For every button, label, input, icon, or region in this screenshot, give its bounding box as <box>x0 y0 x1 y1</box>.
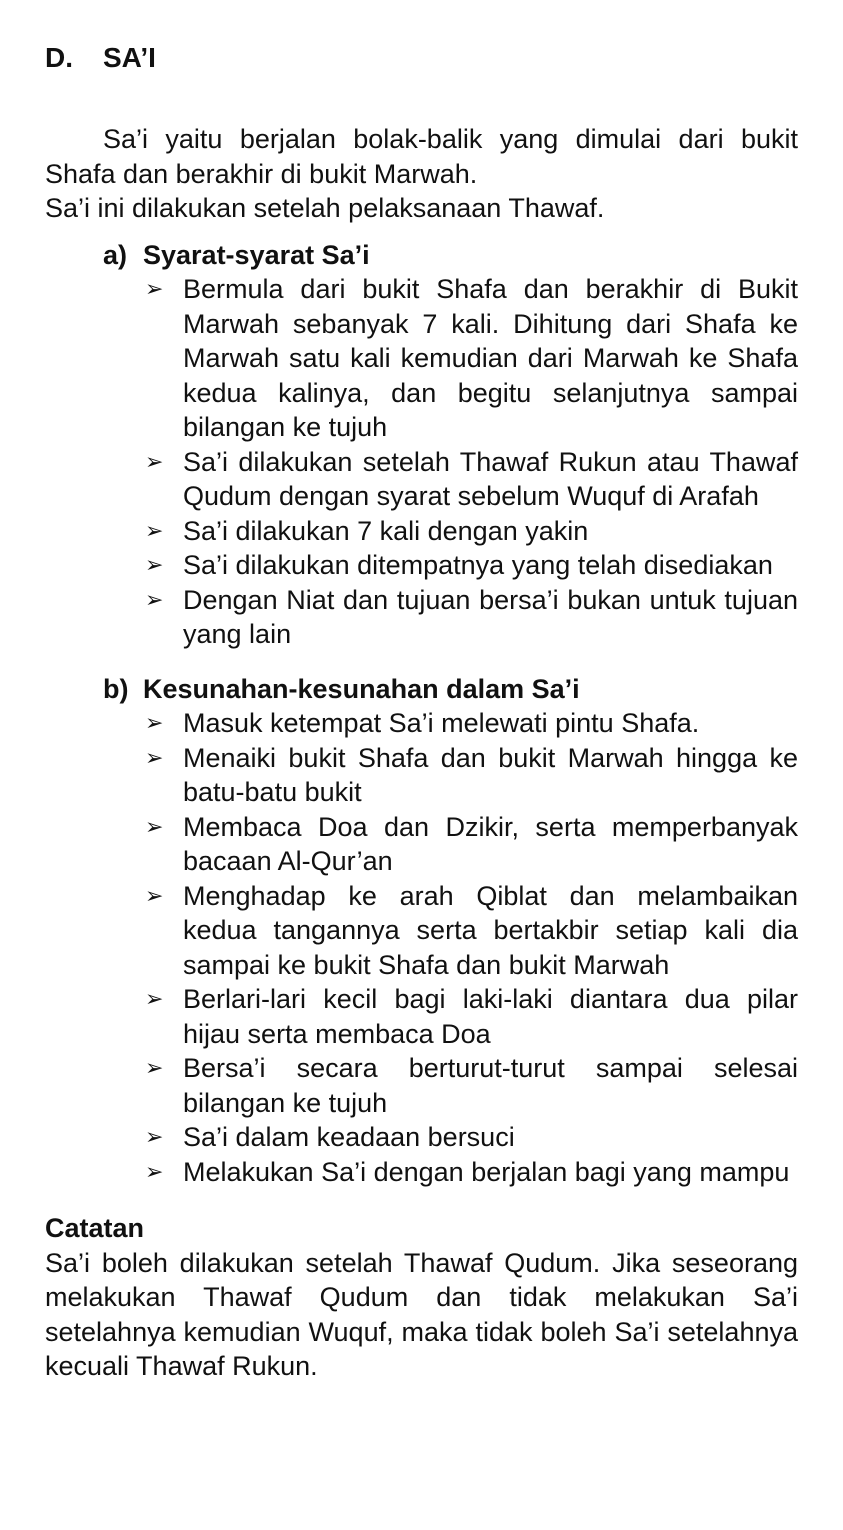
list-item-text: Melakukan Sa’i dengan berjalan bagi yang mampu <box>183 1156 790 1187</box>
list-item <box>45 982 798 1051</box>
arrow-bullet-icon: ➢ <box>145 448 164 474</box>
section-title: SA’I <box>103 42 156 73</box>
subsection-label: Syarat-syarat Sa’i <box>143 239 370 270</box>
subsection-mark: b) <box>103 673 129 704</box>
list-item-text: Bersa’i secara berturut-turut sampai selesai bilangan ke tujuh <box>183 1053 798 1118</box>
list-item <box>45 741 798 810</box>
arrow-bullet-icon: ➢ <box>145 710 164 735</box>
list-item-text: Sa’i dalam keadaan bersuci <box>183 1122 515 1152</box>
list-item <box>45 879 798 983</box>
list-item <box>45 706 798 741</box>
arrow-bullet-icon: ➢ <box>145 744 164 770</box>
arrow-bullet-icon: ➢ <box>145 276 164 301</box>
subsection-title-b <box>103 672 798 707</box>
section-heading <box>45 38 798 78</box>
list-item <box>45 514 798 549</box>
subsection-label: Kesunahan-kesunahan dalam Sa’i <box>143 673 580 704</box>
arrow-bullet-icon: ➢ <box>145 1158 164 1184</box>
list-item-text: Menghadap ke arah Qiblat dan melambaikan kedua tangannya serta bertakbir setiap kali dia sampai ke bukit Shafa dan bukit Marwah <box>183 880 798 980</box>
arrow-bullet-icon: ➢ <box>145 882 164 908</box>
syarat-list <box>45 272 798 652</box>
subsection-title-a <box>103 238 798 273</box>
list-item-text: Berlari-lari kecil bagi laki-laki diantara dua pilar hijau serta membaca Doa <box>183 984 798 1049</box>
list-item-text: Dengan Niat dan tujuan bersa’i bukan untuk tujuan yang lain <box>183 584 798 649</box>
list-item <box>45 810 798 879</box>
section-kesunahan <box>45 672 798 1190</box>
list-item <box>45 548 798 583</box>
note-body: Sa’i boleh dilakukan setelah Thawaf Qudum. Jika seseorang melakukan Thawaf Qudum dan tidak melakukan Sa’i setelahnya kemudian Wuquf, maka tidak boleh Sa’i setelahnya kecuali Thawaf Rukun. <box>45 1247 798 1381</box>
list-item-text: Masuk ketempat Sa’i melewati pintu Shafa. <box>183 708 700 738</box>
list-item-text: Sa’i dilakukan ditempatnya yang telah disediakan <box>183 550 773 580</box>
arrow-bullet-icon: ➢ <box>145 552 164 577</box>
list-item <box>45 1051 798 1120</box>
arrow-bullet-icon: ➢ <box>145 1124 164 1149</box>
kesunahan-list <box>45 706 798 1189</box>
arrow-bullet-icon: ➢ <box>145 813 164 839</box>
list-item-text: Bermula dari bukit Shafa dan berakhir di Bukit Marwah sebanyak 7 kali. Dihitung dari Shafa ke Marwah satu kali kemudian dari Marwah ke Shafa kedua kalinya, dan begitu selanjutnya sampai bilangan ke tujuh <box>183 274 798 442</box>
intro-text <box>45 122 798 226</box>
subsection-mark: a) <box>103 239 128 270</box>
list-item-text: Sa’i dilakukan setelah Thawaf Rukun atau Thawaf Qudum dengan syarat sebelum Wuquf di Arafah <box>183 446 798 511</box>
list-item <box>45 272 798 445</box>
arrow-bullet-icon: ➢ <box>145 986 164 1011</box>
note-title: Catatan <box>45 1213 145 1243</box>
intro-paragraph-2: Sa’i ini dilakukan setelah pelaksanaan Thawaf. <box>45 193 605 223</box>
section-letter: D. <box>45 42 73 73</box>
section-syarat <box>45 238 798 652</box>
list-item-text: Sa’i dilakukan 7 kali dengan yakin <box>183 515 589 546</box>
arrow-bullet-icon: ➢ <box>145 586 164 612</box>
list-item-text: Membaca Doa dan Dzikir, serta memperbanyak bacaan Al-Qur’an <box>183 811 798 876</box>
arrow-bullet-icon: ➢ <box>145 1055 164 1080</box>
intro-paragraph: Sa’i yaitu berjalan bolak-balik yang dimulai dari bukit Shafa dan berakhir di bukit Marwah. <box>45 124 798 189</box>
list-item <box>45 445 798 514</box>
list-item <box>45 583 798 652</box>
arrow-bullet-icon: ➢ <box>145 517 164 543</box>
list-item <box>45 1120 798 1155</box>
list-item <box>45 1155 798 1190</box>
list-item-text: Menaiki bukit Shafa dan bukit Marwah hingga ke batu-batu bukit <box>183 742 798 807</box>
